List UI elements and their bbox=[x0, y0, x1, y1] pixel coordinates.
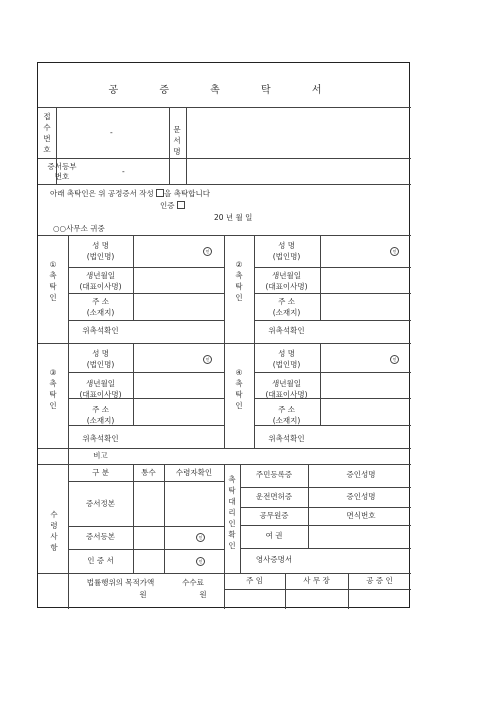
rule bbox=[224, 343, 225, 448]
rule bbox=[308, 464, 309, 548]
rule bbox=[169, 107, 170, 184]
ledger-number-label: 증서등부 bbox=[47, 162, 77, 171]
birth-label: 생년월일 bbox=[86, 379, 115, 388]
rule bbox=[68, 320, 224, 321]
confirm-label: 위촉석확인 bbox=[82, 434, 119, 443]
vertical-char: 촉 bbox=[228, 475, 236, 484]
name-label-sub: (법인명) bbox=[86, 360, 115, 369]
name-label: 성 명 bbox=[278, 349, 295, 358]
confirm-label: 위촉석확인 bbox=[268, 326, 305, 335]
notarization-request-form bbox=[37, 62, 410, 608]
vertical-char: 확 bbox=[228, 530, 236, 539]
rule bbox=[254, 320, 411, 321]
address-label: 주 소 bbox=[92, 405, 109, 414]
form-title: 공 증 촉 탁 서 bbox=[108, 85, 341, 96]
vertical-char: 리 bbox=[228, 508, 236, 517]
vertical-char: 인 bbox=[228, 541, 236, 550]
legal-value-unit: 원 bbox=[139, 590, 147, 599]
agent-id-consular: 영사증명서 bbox=[255, 555, 293, 564]
rule bbox=[224, 589, 411, 590]
fee-label: 수수료 bbox=[182, 578, 204, 587]
acquaintance-number: 면식번호 bbox=[346, 511, 376, 520]
birth-label-sub: (대표이사명) bbox=[265, 282, 308, 291]
rule bbox=[254, 267, 411, 268]
rule bbox=[133, 464, 134, 573]
rule bbox=[38, 158, 411, 159]
rule bbox=[240, 525, 411, 526]
person-label-4 bbox=[233, 367, 245, 411]
ledger-number-label-2: 번호 bbox=[54, 172, 70, 181]
birth-label-sub: (대표이사명) bbox=[79, 282, 122, 291]
office-manager-column: 사 무 장 bbox=[303, 576, 330, 585]
rule bbox=[320, 343, 321, 425]
vertical-char: 대 bbox=[228, 497, 236, 506]
rule bbox=[38, 573, 224, 574]
name-label: 성 명 bbox=[92, 349, 109, 358]
rule bbox=[164, 464, 165, 573]
rule bbox=[224, 235, 225, 343]
name-label: 성 명 bbox=[92, 241, 109, 250]
certification-checkbox[interactable] bbox=[177, 201, 185, 209]
notarial-deed-checkbox[interactable] bbox=[156, 189, 164, 197]
birth-label-sub: (대표이사명) bbox=[79, 390, 122, 399]
rule bbox=[224, 573, 411, 574]
rule bbox=[38, 448, 411, 449]
vertical-char: 문 bbox=[173, 125, 181, 134]
person-label-3 bbox=[47, 367, 59, 411]
seal-mark: 인 bbox=[196, 557, 205, 566]
seal-mark: 인 bbox=[390, 355, 399, 364]
request-statement: 아래 촉탁인은 위 공정증서 작성 을 촉탁합니다 bbox=[50, 189, 210, 198]
vertical-char: 번 bbox=[43, 134, 51, 143]
rule bbox=[68, 549, 224, 550]
vertical-char: 탁 bbox=[235, 390, 243, 399]
receipt-section-label bbox=[48, 509, 60, 553]
rule bbox=[68, 293, 224, 294]
rule bbox=[68, 481, 224, 482]
seal-mark: 인 bbox=[203, 355, 212, 364]
seal-mark: 인 bbox=[390, 247, 399, 256]
vertical-char: 촉 bbox=[49, 271, 57, 280]
rule bbox=[68, 267, 224, 268]
seal-mark: 인 bbox=[196, 533, 205, 542]
vertical-char: 서 bbox=[173, 136, 181, 145]
vertical-char: 촉 bbox=[235, 379, 243, 388]
vertical-char: 탁 bbox=[235, 282, 243, 291]
fee-unit: 원 bbox=[199, 590, 207, 599]
vertical-char: 인 bbox=[49, 293, 57, 302]
vertical-char: ④ bbox=[235, 368, 243, 377]
witness-name-2: 증인성명 bbox=[346, 492, 376, 501]
vertical-char: 인 bbox=[235, 293, 243, 302]
vertical-char: 탁 bbox=[49, 390, 57, 399]
birth-label: 생년월일 bbox=[272, 271, 301, 280]
agent-confirm-label bbox=[226, 474, 238, 551]
address-label: 주 소 bbox=[278, 297, 295, 306]
rule bbox=[133, 235, 134, 320]
witness-name-1: 증인성명 bbox=[346, 470, 376, 479]
confirm-label: 위촉석확인 bbox=[82, 326, 119, 335]
agent-id-official: 공무원증 bbox=[259, 511, 289, 520]
rule bbox=[38, 107, 411, 108]
rule bbox=[68, 526, 224, 527]
receipt-item-original: 증서정본 bbox=[86, 499, 115, 508]
vertical-char: ① bbox=[49, 260, 57, 269]
name-label: 성 명 bbox=[278, 241, 295, 250]
agent-id-passport: 여 권 bbox=[265, 531, 283, 540]
vertical-char: 탁 bbox=[228, 486, 236, 495]
agent-id-license: 운전면허증 bbox=[255, 492, 293, 501]
document-name-label bbox=[171, 124, 183, 157]
rule bbox=[240, 548, 411, 549]
vertical-char: 탁 bbox=[49, 282, 57, 291]
rule bbox=[240, 507, 411, 508]
receipt-item-copy: 증서등본 bbox=[86, 532, 115, 541]
certification-option: 인증 bbox=[160, 201, 185, 211]
address-label-sub: (소재지) bbox=[272, 416, 301, 425]
address-label-sub: (소재지) bbox=[272, 308, 301, 317]
vertical-char: 사 bbox=[50, 532, 58, 541]
address-label-sub: (소재지) bbox=[86, 416, 115, 425]
legal-value-label: 법률행위의 목적가액 bbox=[86, 578, 155, 587]
receipt-number-dash: - bbox=[110, 128, 113, 137]
vertical-char: 인 bbox=[235, 401, 243, 410]
vertical-char: 항 bbox=[50, 543, 58, 552]
vertical-char: 령 bbox=[50, 521, 58, 530]
chief-column: 주 임 bbox=[246, 576, 263, 585]
birth-label: 생년월일 bbox=[86, 271, 115, 280]
address-label: 주 소 bbox=[92, 297, 109, 306]
vertical-char: 명 bbox=[173, 147, 181, 156]
vertical-char: 촉 bbox=[235, 271, 243, 280]
agent-id-resident: 주민등록증 bbox=[255, 470, 293, 479]
request-date: 20 년 월 일 bbox=[214, 213, 253, 222]
rule bbox=[320, 235, 321, 320]
receipt-item-certificate: 인 증 서 bbox=[87, 556, 114, 565]
vertical-char: 인 bbox=[49, 401, 57, 410]
name-label-sub: (법인명) bbox=[86, 252, 115, 261]
vertical-char: 인 bbox=[228, 519, 236, 528]
rule bbox=[38, 184, 411, 185]
ledger-number-dash: - bbox=[122, 167, 125, 176]
name-label-sub: (법인명) bbox=[272, 360, 301, 369]
rule bbox=[240, 487, 411, 488]
vertical-char: ③ bbox=[49, 368, 57, 377]
vertical-char: 접 bbox=[43, 112, 51, 121]
vertical-char: ② bbox=[235, 260, 243, 269]
address-label: 주 소 bbox=[278, 405, 295, 414]
vertical-char: 수 bbox=[50, 510, 58, 519]
birth-label-sub: (대표이사명) bbox=[265, 390, 308, 399]
notary-column: 공 증 인 bbox=[366, 576, 393, 585]
receipt-kind-header: 구 분 bbox=[92, 468, 109, 477]
vertical-char: 수 bbox=[43, 123, 51, 132]
person-label-1 bbox=[47, 259, 59, 303]
rule bbox=[186, 107, 187, 184]
receipt-number-label bbox=[41, 111, 53, 155]
birth-label: 생년월일 bbox=[272, 379, 301, 388]
office-addressee: ○○사무소 귀중 bbox=[53, 224, 105, 233]
rule bbox=[254, 372, 411, 373]
receipt-confirm-header: 수령자확인 bbox=[175, 468, 213, 477]
receipt-count-header: 통수 bbox=[141, 468, 156, 477]
name-label-sub: (법인명) bbox=[272, 252, 301, 261]
rule bbox=[224, 464, 225, 609]
seal-mark: 인 bbox=[203, 247, 212, 256]
confirm-label: 위촉석확인 bbox=[268, 434, 305, 443]
vertical-char: 호 bbox=[43, 145, 51, 154]
rule bbox=[254, 293, 411, 294]
person-label-2 bbox=[233, 259, 245, 303]
rule bbox=[68, 372, 224, 373]
address-label-sub: (소재지) bbox=[86, 308, 115, 317]
remarks-label: 비고 bbox=[93, 451, 108, 460]
vertical-char: 촉 bbox=[49, 379, 57, 388]
rule bbox=[133, 343, 134, 425]
